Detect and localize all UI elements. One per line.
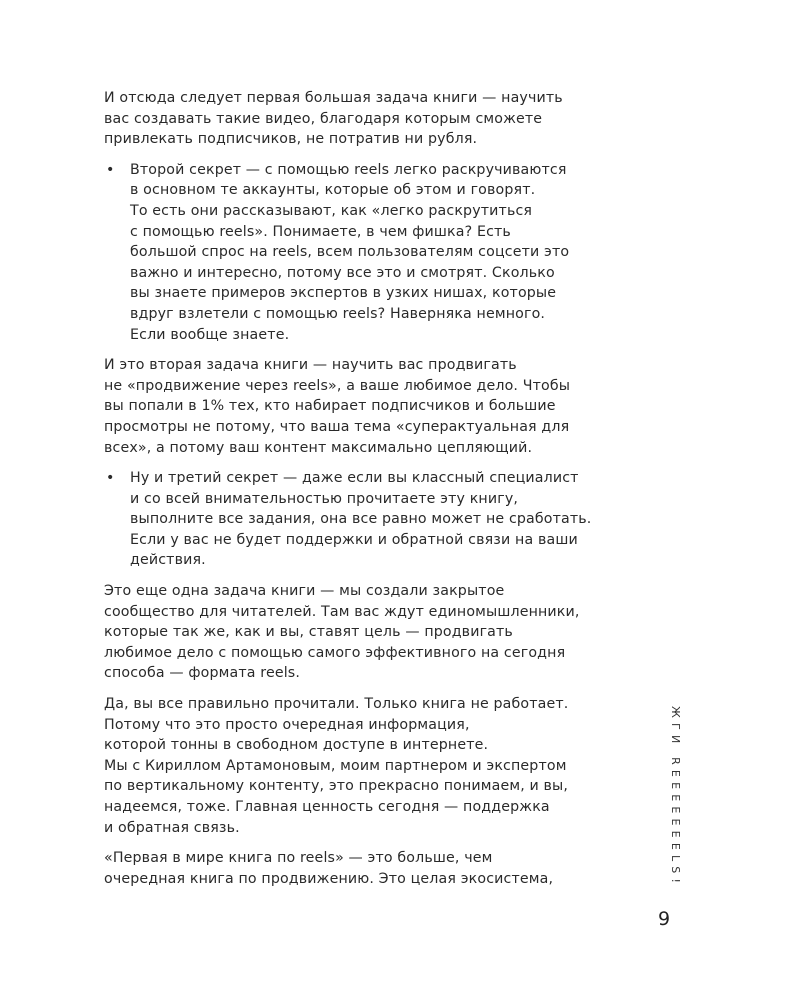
text-line: в основном те аккаунты, которые об этом и говорят. — [130, 182, 536, 199]
text-line: с помощью reels». Понимаете, в чем фишка? Есть — [130, 223, 511, 240]
text-line: Это еще одна задача книги — мы создали закрытое — [104, 583, 505, 600]
text-line: важно и интересно, потому все это и смотрят. Сколько — [130, 264, 555, 281]
text-line: не «продвижение через reels», а ваше любимое дело. Чтобы — [104, 377, 571, 394]
text-line: которые так же, как и вы, ставят цель — продвигать — [104, 624, 513, 641]
bullet-marker: • — [106, 161, 115, 178]
text-line: вы знаете примеров экспертов в узких нишах, которые — [130, 285, 557, 302]
text-line: и обратная связь. — [104, 819, 240, 836]
text-line: надеемся, тоже. Главная ценность сегодня — поддержка — [104, 799, 550, 815]
text-line: Ну и третий секрет — даже если вы классный специалист — [130, 470, 579, 487]
paragraph-3 — [104, 581, 634, 684]
bullet-item-second-secret — [104, 160, 634, 345]
text-line: Второй секрет — с помощью reels легко раскручиваются — [130, 161, 567, 178]
text-line: сообщество для читателей. Там вас ждут единомышленники, — [104, 603, 580, 620]
text-line: вдруг взлетели с помощью reels? Наверняка немного. — [130, 305, 546, 322]
text-line: Потому что это просто очередная информация, — [104, 716, 470, 733]
running-side-title: ЖГИ REEEEEEELS! — [669, 706, 682, 889]
text-line: большой спрос на reels, всем пользователям соцсети это — [130, 244, 570, 261]
text-line: Если вообще знаете. — [130, 326, 290, 343]
text-line: всех», а потому ваш контент максимально цепляющий. — [104, 439, 533, 456]
text-line: выполните все задания, она все равно может не сработать. — [130, 511, 592, 528]
text-line: И отсюда следует первая большая задача книги — научить — [104, 90, 563, 106]
text-line: И это вторая задача книги — научить вас продвигать — [104, 357, 517, 374]
text-line: Да, вы все правильно прочитали. Только книга не работает. — [104, 696, 569, 713]
text-line: Если у вас не будет поддержки и обратной связи на ваши — [130, 531, 578, 548]
text-line: любимое дело с помощью самого эффективного на сегодня — [104, 644, 566, 661]
text-line: вас создавать такие видео, благодаря которым сможете — [104, 110, 543, 127]
bullet-item-third-secret — [104, 468, 634, 571]
text-line: очередная книга по продвижению. Это целая экосистема, — [104, 870, 554, 887]
paragraph-4 — [104, 694, 634, 838]
text-line: способа — формата reels. — [104, 665, 300, 682]
paragraph-1 — [104, 88, 634, 150]
text-line: действия. — [130, 552, 206, 569]
text-line: вы попали в 1% тех, кто набирает подписчиков и большие — [104, 398, 556, 415]
page-number: 9 — [658, 908, 671, 930]
text-line: То есть они рассказывают, как «легко раскрутиться — [130, 202, 533, 219]
paragraph-2 — [104, 355, 634, 458]
text-line: Мы с Кириллом Артамоновым, моим партнером и экспертом — [104, 757, 567, 774]
bullet-marker: • — [106, 470, 115, 487]
text-line: и со всей внимательностью прочитаете эту книгу, — [130, 490, 519, 507]
text-line: по вертикальному контенту, это прекрасно понимаем, и вы, — [104, 778, 569, 795]
text-line: просмотры не потому, что ваша тема «суперактуальная для — [104, 418, 570, 435]
page-body — [104, 88, 634, 899]
paragraph-5 — [104, 848, 634, 889]
text-line: «Первая в мире книга по reels» — это больше, чем — [104, 850, 493, 867]
text-line: привлекать подписчиков, не потратив ни рубля. — [104, 131, 478, 148]
text-line: которой тонны в свободном доступе в интернете. — [104, 737, 489, 754]
